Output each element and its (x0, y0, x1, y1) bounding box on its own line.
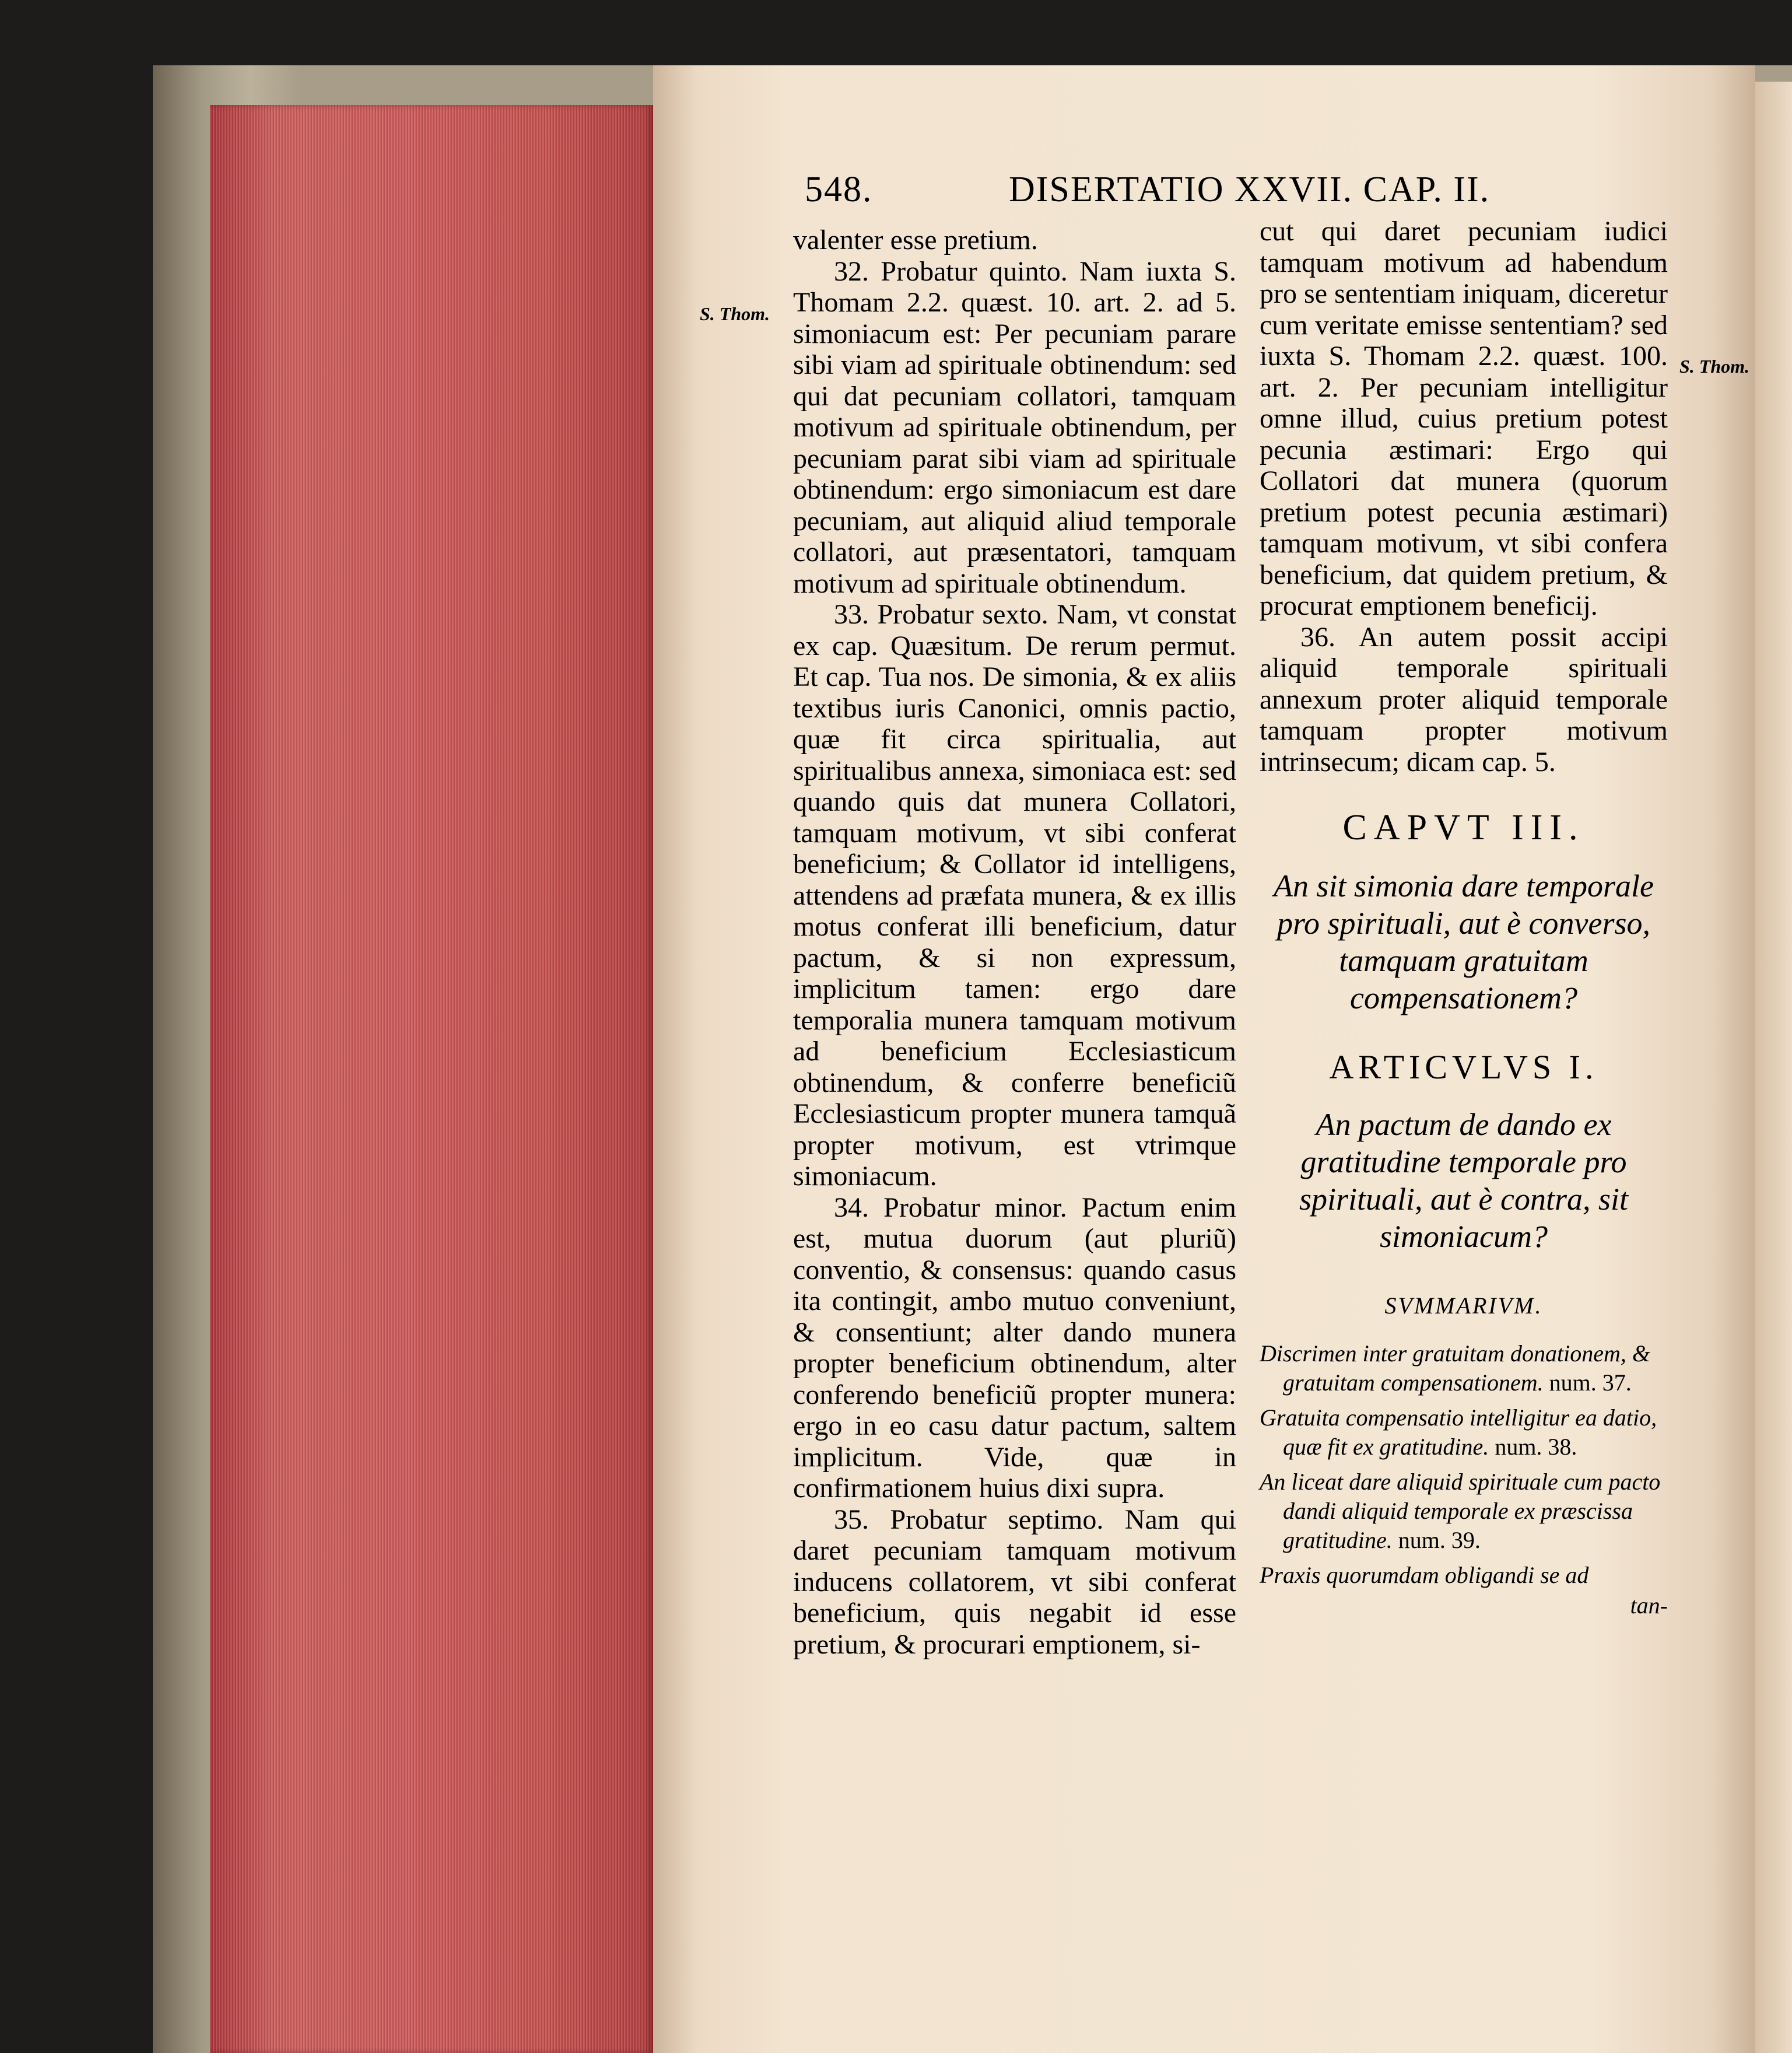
summary-title: SVMMARIVM. (1384, 1292, 1543, 1319)
paragraph: cut qui daret pecuniam iudici tamquam motivum ad habendum pro se sententiam iniquam, diceretur cum veritate emisse sententiam? sed iuxta S. Thomam 2.2. quæst. 100. art. 2. Per pecuniam intelligitur omne illud, cuius pretium potest pecunia æstimari: Ergo qui Collatori dat munera (quorum pretium potest pecunia æstimari) tamquam motivum, vt sibi confera beneficium, dat quidem pretium, & procurat emptionem beneficij. (1260, 216, 1668, 621)
paragraph: 32. Probatur quinto. Nam iuxta S. Thomam 2.2. quæst. 10. art. 2. ad 5. simoniacum est: Per pecuniam parare sibi viam ad spirituale obtinendum: sed qui dat pecuniam collatori, tamquam motivum ad spirituale obtinendum, per pecuniam parat sibi viam ad spirituale obtinendum: ergo simoniacum est dare pecuniam, aut aliquid aliud temporale collatori, aut præsentatori, tamquam motivum ad spirituale obtinendum. (793, 255, 1236, 599)
margin-note-right: S. Thom. (1679, 356, 1750, 377)
paragraph: 35. Probatur septimo. Nam qui daret pecuniam tamquam motivum inducens collatorem, vt sibi conferat beneficium, quis negabit id esse pretium, & procurari emptionem, si- (793, 1504, 1236, 1660)
margin-note-left: S. Thom. (700, 303, 770, 324)
summary-num: num. 39. (1398, 1526, 1481, 1553)
summary-num: num. 37. (1549, 1369, 1632, 1396)
paragraph: 34. Probatur minor. Pactum enim est, mutua duorum (aut pluriũ) conventio, & consensus: quando casus ita contingit, ambo mutuo conveniunt, & consentiunt; alter dando munera propter beneficium obtinendum, alter conferendo beneficiũ propter munera: ergo in eo casu datur pactum, saltem implicitum. Vide, quæ in confirmationem huius dixi supra. (793, 1192, 1236, 1504)
summary-num: num. 38. (1495, 1433, 1577, 1460)
paragraph: valenter esse pretium. (793, 225, 1038, 255)
paragraph: 33. Probatur sexto. Nam, vt constat ex cap. Quæsitum. De rerum permut. Et cap. Tua nos. De simonia, & ex aliis textibus iuris Canonici, omnis pactio, quæ fit circa spiritualia, aut spiritualibus annexa, simoniaca est: sed quando quis dat munera Collatori, tamquam motivum, vt sibi conferat beneficium; & Collator id intelligens, attendens ad præfata munera, & ex illis motus conferat illi beneficium, datur pactum, & si non expressum, implicitum tamen: ergo dare temporalia munera tamquam motivum ad beneficium Ecclesiasticum obtinendum, & conferre beneficiũ Ecclesiasticum propter munera tamquã propter motivum, est vtrimque simoniacum. (793, 599, 1236, 1192)
summary-item (1260, 1339, 1668, 1397)
page-edges (210, 105, 653, 2053)
article-heading: ARTICVLVS I. (1329, 1047, 1598, 1086)
catchword: tan- (1630, 1592, 1668, 1618)
article-question: An pactum de dando ex gratitudine temporale pro spirituali, aut è contra, sit simoniacum? (1299, 1107, 1629, 1254)
paragraph: 36. An autem possit accipi aliquid temporale spirituali annexum proter aliquid temporale tamquam propter motivum intrinsecum; dicam cap. 5. (1260, 621, 1668, 777)
summary-text: An liceat dare aliquid spirituale cum pacto dandi aliquid temporale ex præscissa gratitudine. (1260, 1468, 1661, 1553)
page-number: 548. (805, 170, 873, 209)
summary-item (1260, 1467, 1668, 1555)
next-page-edge (1755, 82, 1792, 2053)
chapter-question: An sit simonia dare temporale pro spirituali, aut è converso, tamquam gratuitam compensationem? (1274, 868, 1654, 1015)
chapter-heading: CAPVT III. (1342, 808, 1585, 847)
summary-text: Praxis quorumdam obligandi se ad (1260, 1561, 1589, 1588)
summary-text: Discrimen inter gratuitam donationem, & gratuitam compensationem. (1260, 1340, 1650, 1396)
summary-item (1260, 1561, 1668, 1590)
running-title: DISERTATIO XXVII. CAP. II. (1009, 170, 1491, 209)
summary-text: Gratuita compensatio intelligitur ea datio, quæ fit ex gratitudine. (1260, 1404, 1657, 1460)
summary-item (1260, 1403, 1668, 1462)
right-column (1260, 216, 1668, 1621)
left-column (793, 225, 1236, 1660)
